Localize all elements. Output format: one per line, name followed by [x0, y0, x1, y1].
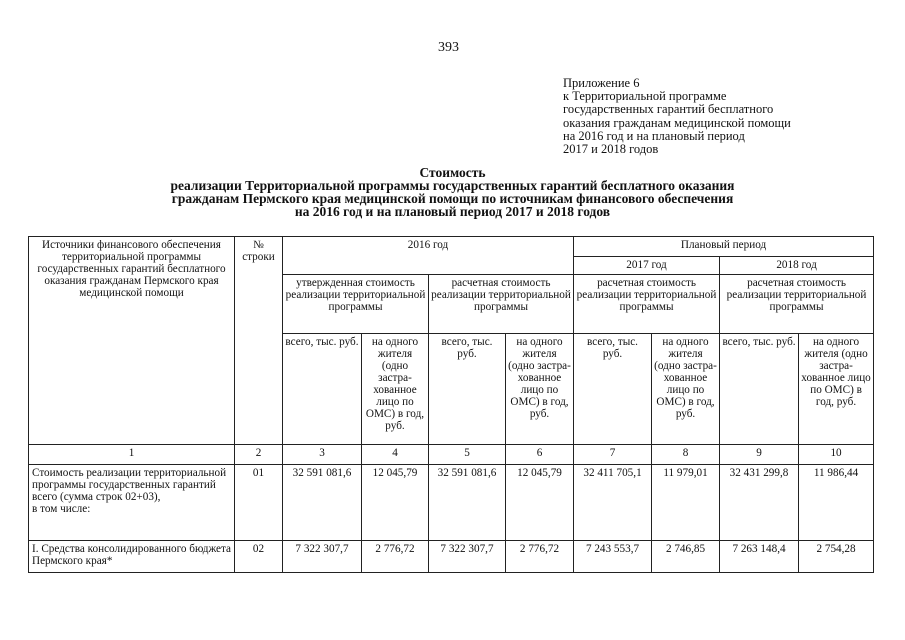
page-number: 393: [438, 40, 459, 55]
cell-value: 7 243 553,7: [574, 541, 652, 573]
cell-value: 32 591 081,6: [429, 465, 506, 541]
appendix-line: оказания гражданам медицинской помощи: [563, 115, 791, 130]
cell-value: 7 322 307,7: [283, 541, 362, 573]
cell-value: 2 776,72: [506, 541, 574, 573]
row-label: I. Средства консолидированного бюджета Пермского края*: [29, 541, 235, 573]
header-per-capita: на одного жителя (одно застра-хованное лицо по ОМС) в год, руб.: [652, 334, 720, 445]
header-row-no-col: № строки: [235, 237, 283, 445]
row-label-text: Стоимость реализации территориальной программы государственных гарантий всего (сумма строк 02+03),: [32, 467, 227, 503]
table-row: [29, 465, 874, 541]
header-year-2016: 2016 год: [283, 237, 574, 275]
appendix-line: к Территориальной программе: [563, 89, 727, 104]
title-line: реализации Территориальной программы государственных гарантий бесплатного оказания: [170, 178, 735, 193]
column-number: 2: [235, 445, 283, 465]
column-number: 9: [720, 445, 799, 465]
appendix-note: [563, 77, 863, 156]
header-estimated-cost-2018: расчетная стоимость реализации территориальной программы: [720, 275, 874, 334]
title-line: на 2016 год и на плановый период 2017 и 2018 годов: [294, 204, 611, 219]
header-total: всего, тыс. руб.: [720, 334, 799, 445]
header-approved-cost: утвержденная стоимость реализации территориальной программы: [283, 275, 429, 334]
header-per-capita: на одного жителя (одно застра-хованное лицо по ОМС) в год, руб.: [799, 334, 874, 445]
cell-value: 7 263 148,4: [720, 541, 799, 573]
cell-value: 11 979,01: [652, 465, 720, 541]
column-number: 10: [799, 445, 874, 465]
cell-value: 2 754,28: [799, 541, 874, 573]
title-line: гражданам Пермского края медицинской помощи по источникам финансового обеспечения: [171, 191, 734, 206]
table-row: [29, 541, 874, 573]
cell-value: 11 986,44: [799, 465, 874, 541]
cell-value: 32 431 299,8: [720, 465, 799, 541]
header-year-2017: 2017 год: [574, 257, 720, 275]
cell-value: 12 045,79: [362, 465, 429, 541]
document-title: [0, 166, 905, 218]
cell-value: 32 411 705,1: [574, 465, 652, 541]
row-number: 01: [235, 465, 283, 541]
header-total: всего, тыс. руб.: [283, 334, 362, 445]
row-number: 02: [235, 541, 283, 573]
header-year-2018: 2018 год: [720, 257, 874, 275]
header-total: всего, тыс. руб.: [429, 334, 506, 445]
cell-value: 2 776,72: [362, 541, 429, 573]
header-source-col: Источники финансового обеспечения территориальной программы государственных гарантий бесплатного оказания гражданам Пермского края медицинской помощи: [29, 237, 235, 445]
header-planned-period: Плановый период: [574, 237, 874, 257]
cell-value: 12 045,79: [506, 465, 574, 541]
column-number: 1: [29, 445, 235, 465]
header-per-capita: на одного жителя (одно застра-хованное лицо по ОМС) в год, руб.: [362, 334, 429, 445]
column-number: 8: [652, 445, 720, 465]
header-estimated-cost-2017: расчетная стоимость реализации территориальной программы: [574, 275, 720, 334]
column-number: 3: [283, 445, 362, 465]
header-total: всего, тыс. руб.: [574, 334, 652, 445]
cost-table: [28, 236, 874, 573]
header-per-capita: на одного жителя (одно застра-хованное лицо по ОМС) в год, руб.: [506, 334, 574, 445]
column-number: 7: [574, 445, 652, 465]
appendix-line: 2017 и 2018 годов: [563, 142, 659, 157]
column-number: 6: [506, 445, 574, 465]
row-sublabel-text: в том числе:: [32, 503, 91, 515]
cell-value: 2 746,85: [652, 541, 720, 573]
cell-value: 7 322 307,7: [429, 541, 506, 573]
appendix-line: Приложение 6: [563, 76, 640, 90]
appendix-line: государственных гарантий бесплатного: [563, 102, 774, 117]
row-label: [29, 465, 235, 541]
appendix-line: на 2016 год и на плановый период: [563, 128, 745, 143]
header-estimated-cost-2016: расчетная стоимость реализации территориальной программы: [429, 275, 574, 334]
column-number: 4: [362, 445, 429, 465]
column-number: 5: [429, 445, 506, 465]
title-line: Стоимость: [419, 165, 486, 180]
cell-value: 32 591 081,6: [283, 465, 362, 541]
